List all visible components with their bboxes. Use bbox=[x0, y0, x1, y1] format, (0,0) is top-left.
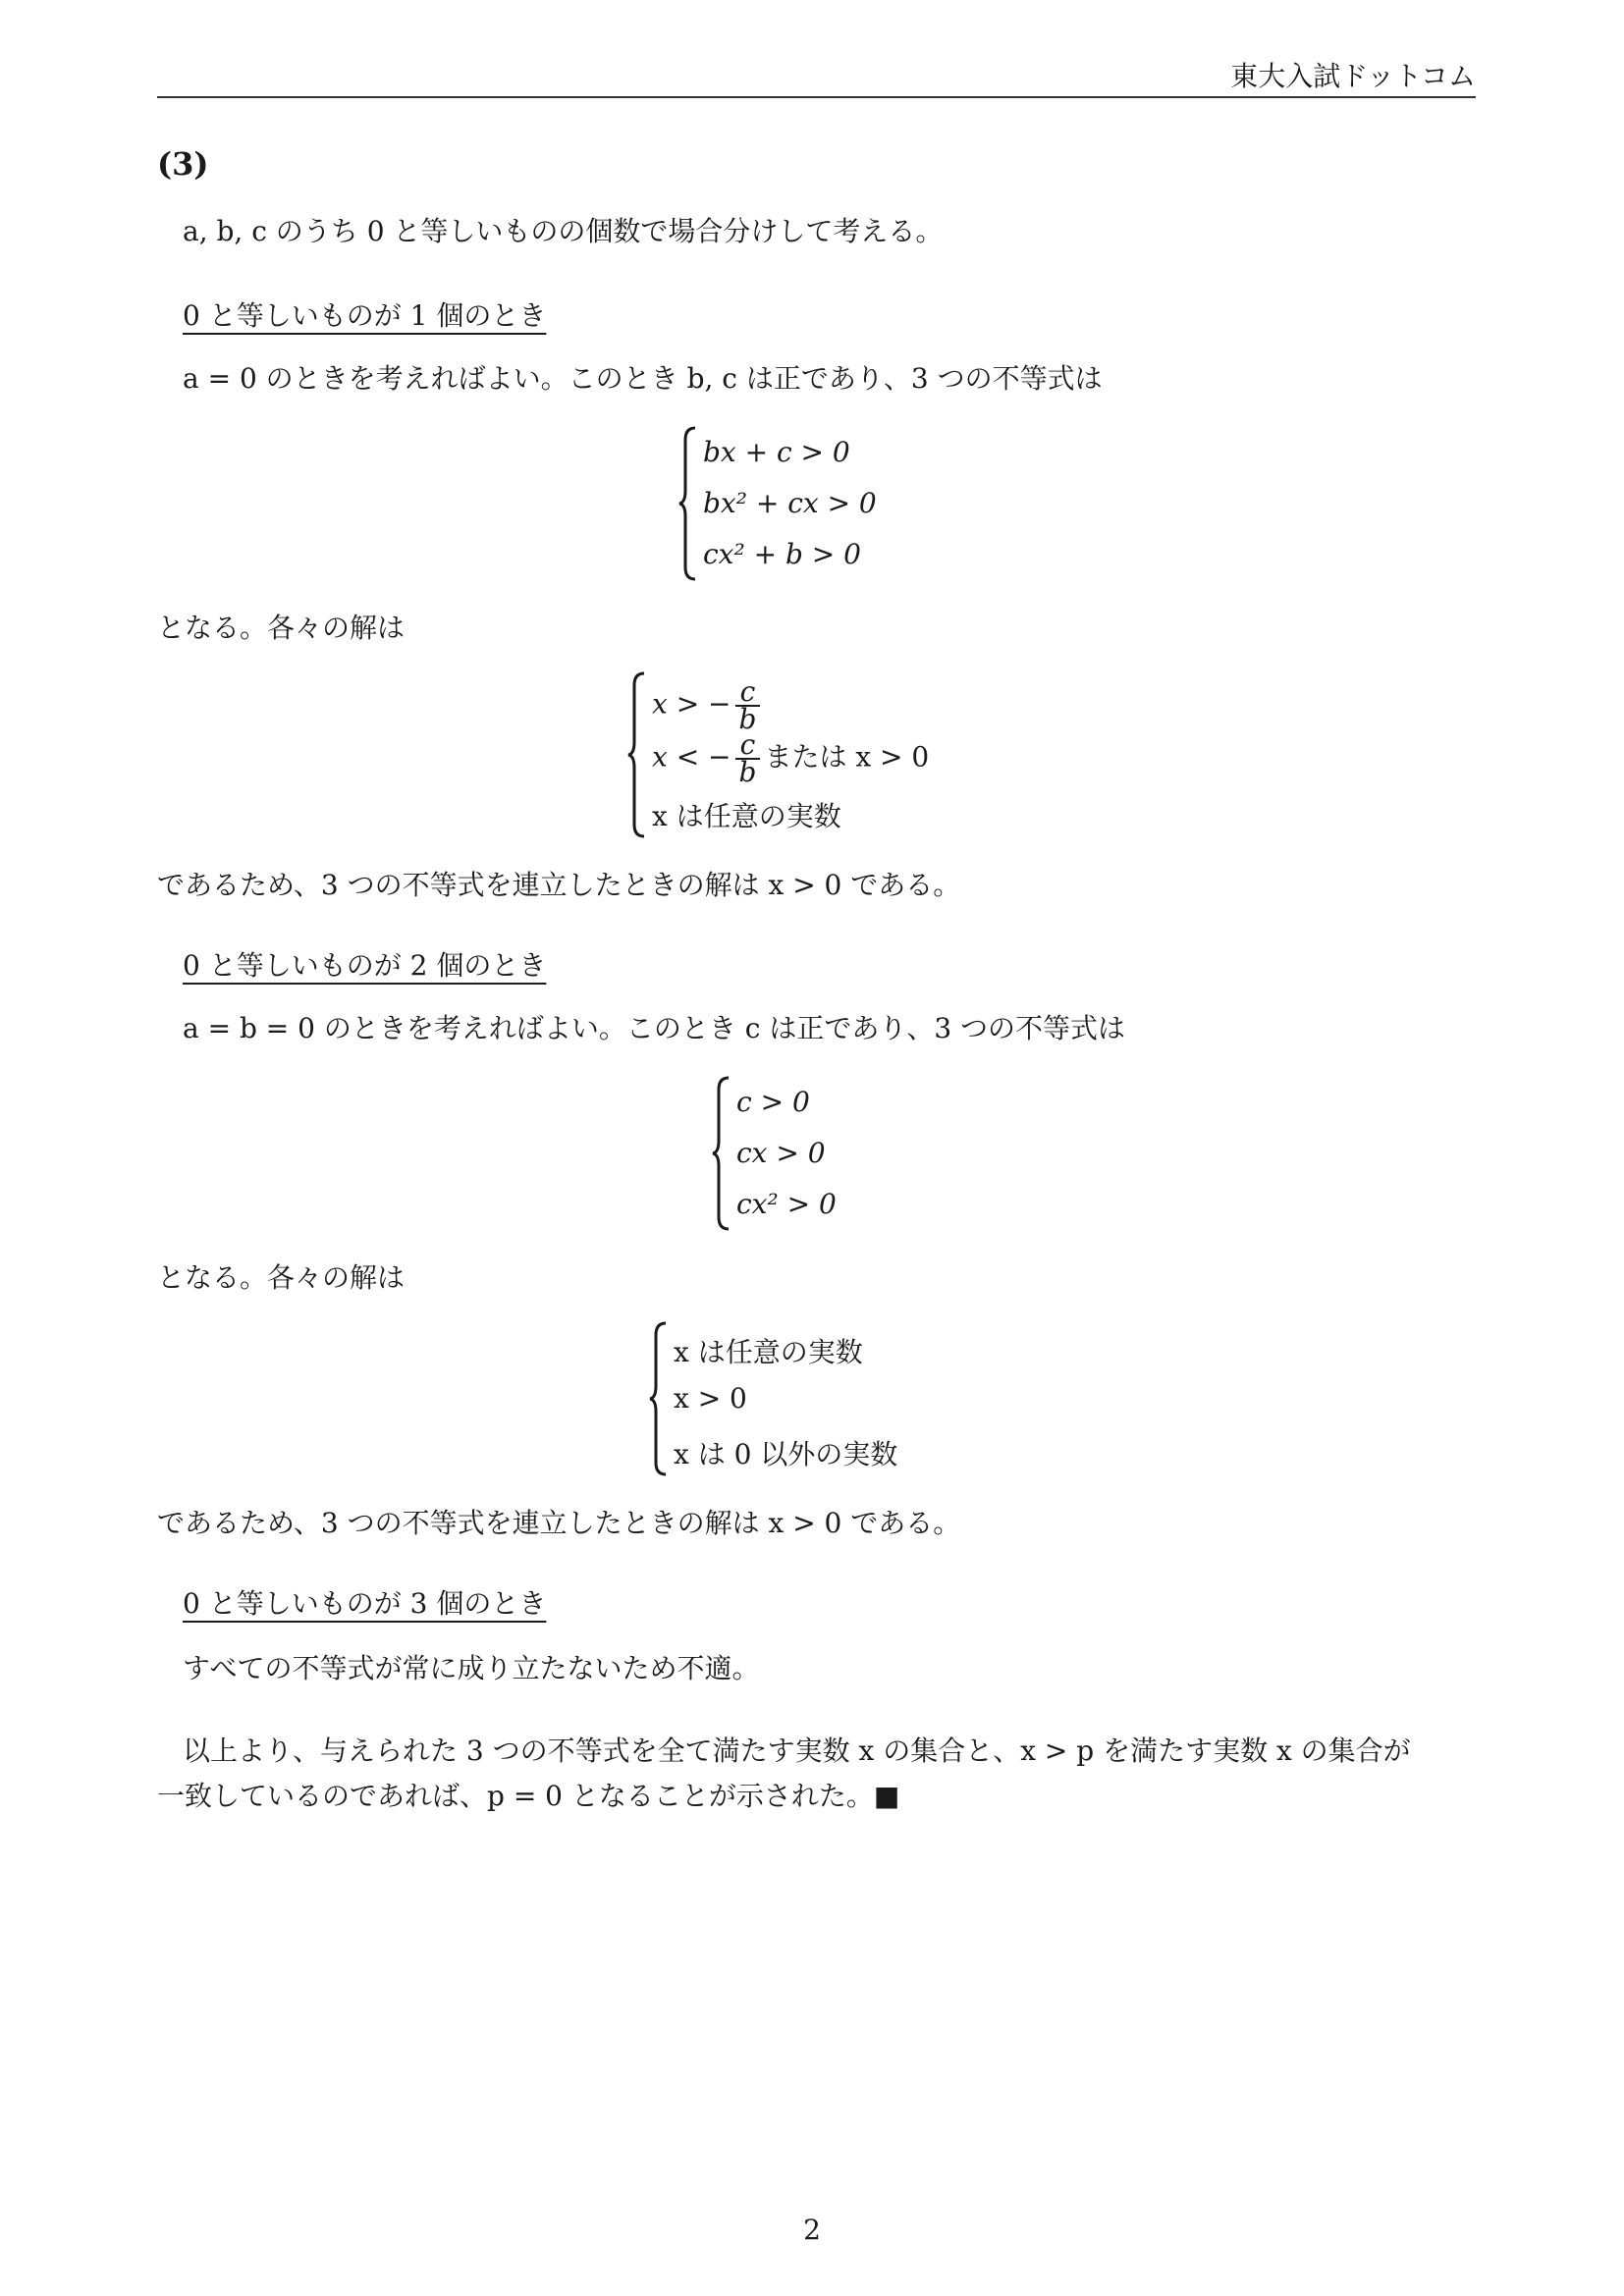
case1-solution-system bbox=[626, 671, 941, 838]
left-brace-icon bbox=[711, 1076, 731, 1231]
left-brace-icon bbox=[648, 1321, 668, 1476]
case1-heading: 0 と等しいものが 1 個のとき bbox=[183, 299, 547, 332]
final-line-1: 以上より、与えられた 3 つの不等式を全て満たす実数 x の集合と、x > p を満たす実数 x の集合が bbox=[183, 1735, 1411, 1767]
fraction-c-over-b: $\frac{c}{b}$ bbox=[735, 732, 761, 785]
case1-inequality-1: bx + c > 0 bbox=[703, 436, 850, 468]
case2-solution-1: x は任意の実数 bbox=[674, 1336, 863, 1368]
left-brace-icon bbox=[677, 426, 697, 581]
case1-conclusion: であるため、3 つの不等式を連立したときの解は x > 0 である。 bbox=[157, 869, 961, 901]
case1-inequality-system bbox=[677, 426, 913, 581]
case2-solution-system bbox=[648, 1321, 923, 1476]
page-header bbox=[157, 49, 1476, 98]
case2-inequality-3: cx² > 0 bbox=[736, 1188, 837, 1220]
case2-inequality-1: c > 0 bbox=[736, 1086, 810, 1118]
case2-text: a = b = 0 のときを考えればよい。このとき c は正であり、3 つの不等式は bbox=[183, 1012, 1126, 1044]
case3-text: すべての不等式が常に成り立たないため不適。 bbox=[183, 1652, 760, 1684]
case1-solution-1: x > − $\frac{c}{b}$ bbox=[652, 679, 764, 732]
final-line-2: 一致しているのであれば、p = 0 となることが示された。■ bbox=[157, 1780, 900, 1812]
case2-conclusion: であるため、3 つの不等式を連立したときの解は x > 0 である。 bbox=[157, 1507, 961, 1539]
case2-solution-2: x > 0 bbox=[674, 1382, 747, 1415]
case2-inequality-system bbox=[711, 1076, 888, 1231]
case1-solutions-intro: となる。各々の解は bbox=[157, 612, 406, 644]
case2-inequality-2: cx > 0 bbox=[736, 1137, 826, 1169]
case1-solution-2: x < − $\frac{c}{b}$ または x > 0 bbox=[652, 728, 930, 788]
section-heading: (3) bbox=[157, 145, 209, 183]
fraction-c-over-b: $\frac{c}{b}$ bbox=[735, 679, 761, 732]
case1-inequality-3: cx² + b > 0 bbox=[703, 538, 861, 570]
header-title: 東大入試ドットコム bbox=[1230, 60, 1476, 92]
page-number: 2 bbox=[803, 2214, 821, 2246]
case3-heading: 0 と等しいものが 3 個のとき bbox=[183, 1587, 547, 1620]
left-brace-icon bbox=[626, 671, 646, 838]
case1-solution-3: x は任意の実数 bbox=[652, 800, 841, 832]
case1-inequality-2: bx² + cx > 0 bbox=[703, 487, 877, 519]
case2-heading: 0 と等しいものが 2 個のとき bbox=[183, 949, 547, 982]
case2-solutions-intro: となる。各々の解は bbox=[157, 1261, 406, 1294]
intro-text: a, b, c のうち 0 と等しいものの個数で場合分けして考える。 bbox=[183, 215, 944, 247]
case2-solution-3: x は 0 以外の実数 bbox=[674, 1438, 898, 1470]
case1-text: a = 0 のときを考えればよい。このとき b, c は正であり、3 つの不等式は bbox=[183, 362, 1103, 395]
